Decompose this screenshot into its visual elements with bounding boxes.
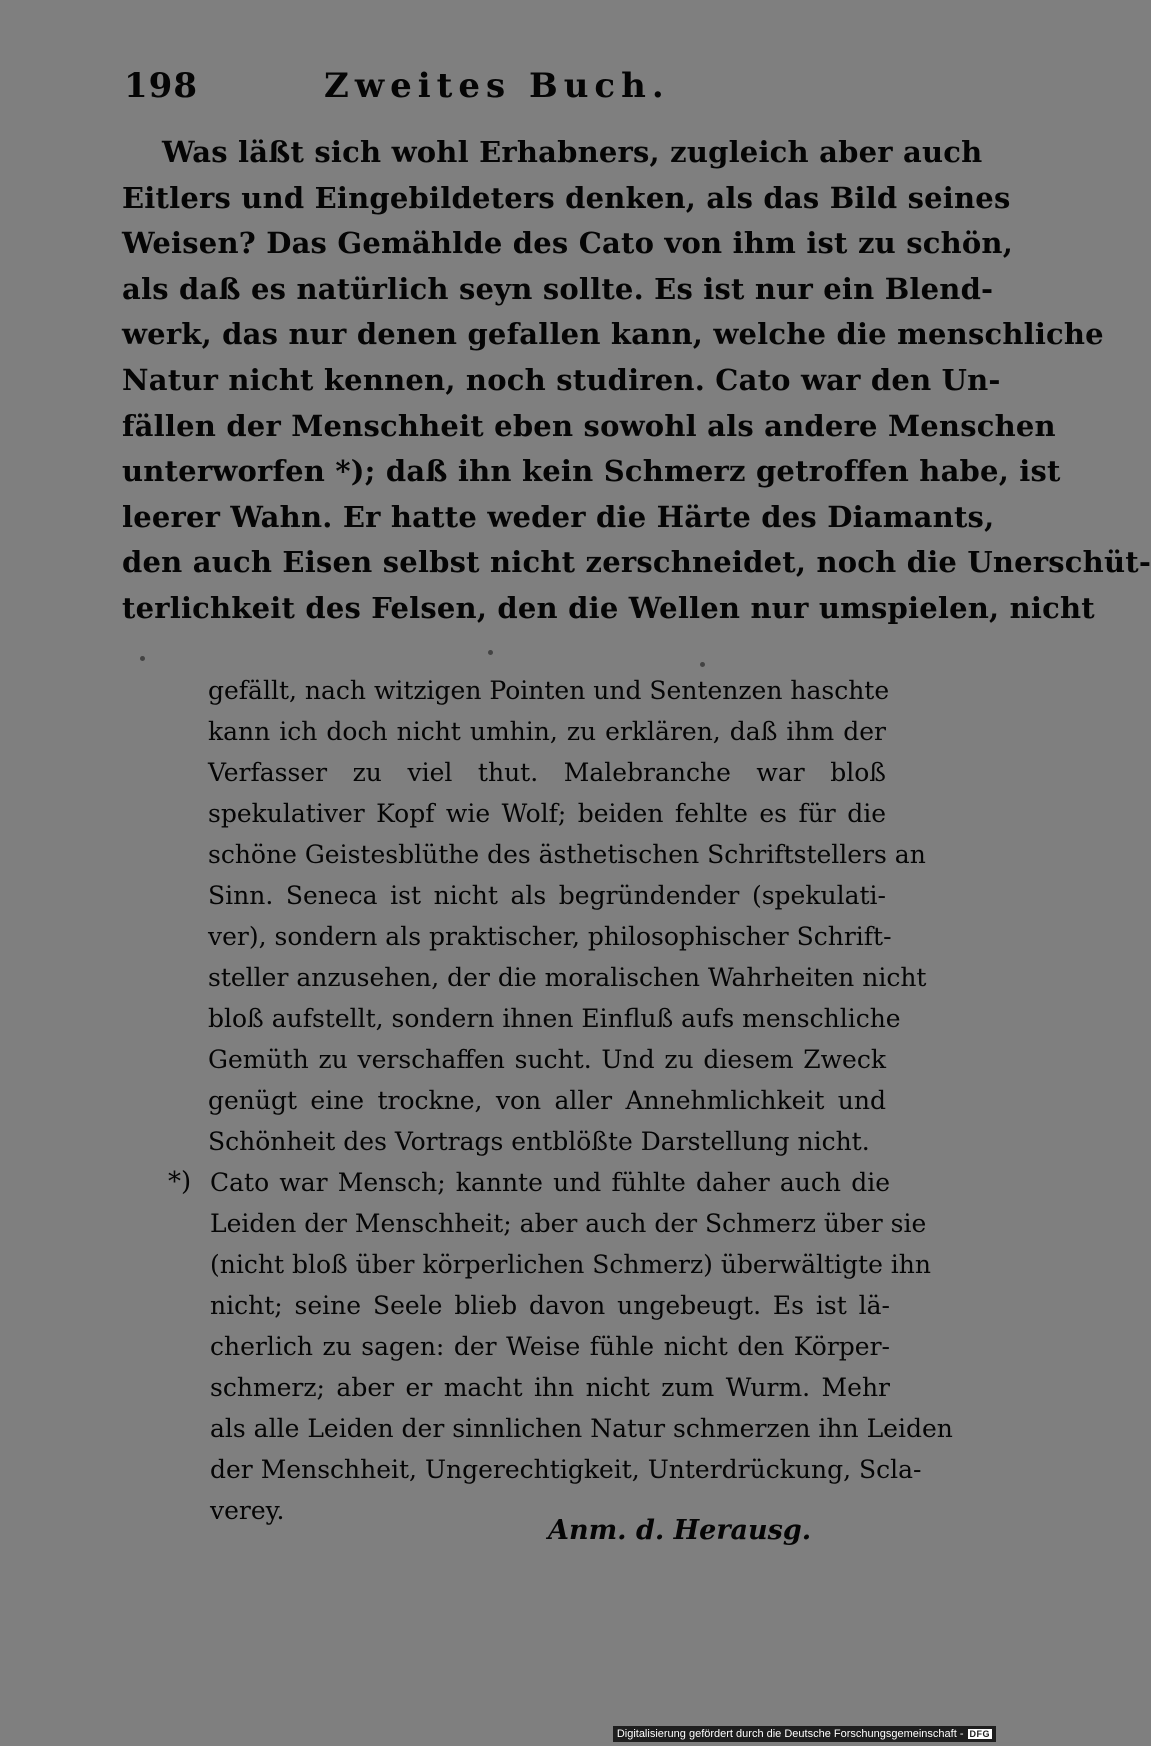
main-text-line: Natur nicht kennen, noch studiren. Cato war den Un- (122, 362, 1001, 397)
note-line: steller anzusehen, der die moralischen Wahrheiten nicht (208, 963, 927, 992)
note-line: spekulativer Kopf wie Wolf; beiden fehlte es für die (208, 799, 886, 828)
main-text-line: terlichkeit des Felsen, den die Wellen nur umspielen, nicht (122, 590, 1095, 625)
note-line: schöne Geistesblüthe des ästhetischen Schriftstellers an (208, 840, 926, 869)
main-text-line: unterworfen *); daß ihn kein Schmerz getroffen habe, ist (122, 454, 1061, 489)
footnote-body (210, 1162, 953, 1531)
main-text-block (122, 130, 1151, 632)
editor-signature: Anm. d. Herausg. (548, 1515, 812, 1546)
note-line: genügt eine trockne, von aller Annehmlichkeit und (208, 1086, 886, 1115)
footnote-marker: *) (168, 1167, 192, 1197)
footnote-line: schmerz; aber er macht ihn nicht zum Wurm. Mehr (210, 1373, 890, 1402)
main-text-line: als daß es natürlich seyn sollte. Es ist nur ein Blend- (122, 271, 994, 306)
main-text-line: fällen der Menschheit eben sowohl als andere Menschen (122, 408, 1056, 443)
note-line: bloß aufstellt, sondern ihnen Einfluß aufs menschliche (208, 1004, 901, 1033)
footnote-line: Cato war Mensch; kannte und fühlte daher auch die (210, 1168, 890, 1197)
page-header (124, 66, 894, 112)
running-head: Zweites Buch. (324, 66, 670, 106)
main-text-line: Eitlers und Eingebildeters denken, als das Bild seines (122, 180, 1011, 215)
credit-text: Digitalisierung gefördert durch die Deutsche Forschungsgemeinschaft - (616, 1728, 964, 1740)
footnote-line: cherlich zu sagen: der Weise fühle nicht den Körper- (210, 1332, 890, 1361)
note-line: Sinn. Seneca ist nicht als begründender (spekulati- (208, 881, 886, 910)
main-text-line: leerer Wahn. Er hatte weder die Härte des Diamants, (122, 499, 995, 534)
note-line: Verfasser zu viel thut. Malebranche war bloß (208, 758, 886, 787)
footnote-line: als alle Leiden der sinnlichen Natur schmerzen ihn Leiden (210, 1414, 953, 1443)
note-line: ver), sondern als praktischer, philosophischer Schrift- (208, 922, 892, 951)
note-line: Gemüth zu verschaffen sucht. Und zu diesem Zweck (208, 1045, 886, 1074)
note-line: kann ich doch nicht umhin, zu erklären, daß ihm der (208, 717, 886, 746)
main-text-line: Was läßt sich wohl Erhabners, zugleich aber auch (162, 135, 983, 169)
main-text-line: den auch Eisen selbst nicht zerschneidet, noch die Unerschüt- (122, 545, 1151, 580)
scan-speck (488, 650, 493, 655)
note-line: Schönheit des Vortrags entblößte Darstellung nicht. (208, 1127, 870, 1156)
page-number: 198 (124, 66, 198, 106)
footnote-line: Leiden der Menschheit; aber auch der Schmerz über sie (210, 1209, 927, 1238)
footnote-line: nicht; seine Seele blieb davon ungebeugt. Es ist lä- (210, 1291, 890, 1320)
digitization-credit (613, 1726, 996, 1742)
main-text-line: Weisen? Das Gemählde des Cato von ihm ist zu schön, (122, 226, 1013, 261)
footnote (168, 1162, 953, 1531)
footnote-line: (nicht bloß über körperlichen Schmerz) überwältigte ihn (210, 1250, 932, 1279)
footnote-line: der Menschheit, Ungerechtigkeit, Unterdrückung, Scla- (210, 1455, 922, 1484)
dfg-logo-icon: DFG (969, 1729, 990, 1739)
scan-speck (700, 662, 705, 667)
note-line: gefällt, nach witzigen Pointen und Sentenzen haschte (208, 676, 890, 705)
scan-speck (140, 656, 145, 661)
editor-note-continuation (208, 670, 927, 1162)
footnote-line: verey. (210, 1496, 285, 1525)
main-text-line: werk, das nur denen gefallen kann, welche die menschliche (122, 317, 1104, 352)
